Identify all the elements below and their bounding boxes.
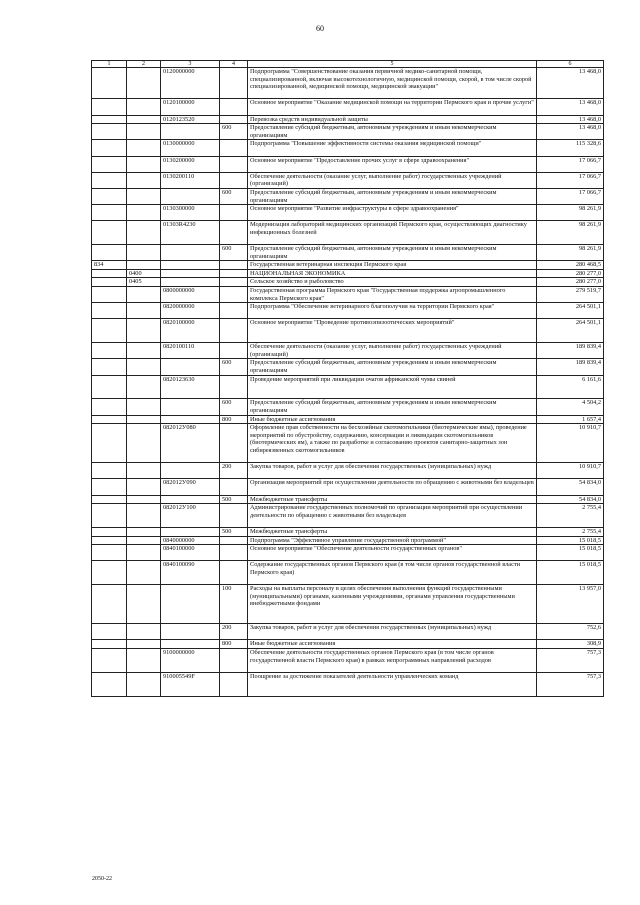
ministry-code-cell xyxy=(92,124,127,140)
section-code-cell xyxy=(127,561,161,585)
description-cell: Основное мероприятие "Развитие инфраструктуры в сфере здравоохранения" xyxy=(248,205,537,221)
description-cell: Государственная программа Пермского края "Государственная поддержка агропромышленного комплекса Пермского края" xyxy=(248,287,537,303)
ministry-code-cell xyxy=(92,172,127,188)
section-code-cell xyxy=(127,221,161,245)
description-cell: Предоставление субсидий бюджетным, автономным учреждениям и иным некоммерческим организациям xyxy=(248,124,537,140)
ministry-code-cell: 834 xyxy=(92,261,127,270)
section-code-cell: 0400 xyxy=(127,269,161,278)
ministry-code-cell xyxy=(92,303,127,319)
expense-type-cell xyxy=(220,140,248,156)
header-cell: 2 xyxy=(127,61,161,68)
target-article-cell: 0840000000 xyxy=(161,536,220,545)
target-article-cell xyxy=(161,261,220,270)
amount-cell: 98 261,9 xyxy=(537,205,604,221)
amount-cell: 757,3 xyxy=(537,648,604,672)
ministry-code-cell xyxy=(92,343,127,359)
description-cell: Межбюджетные трансферты xyxy=(248,527,537,536)
amount-cell: 13 957,0 xyxy=(537,585,604,624)
target-article-cell: 0120000000 xyxy=(161,68,220,99)
description-cell: Обеспечение деятельности государственных органов Пермского края (в том числе органов государственной власти Пермского края) в рамках непрограммных направлений расходов xyxy=(248,648,537,672)
amount-cell: 264 501,1 xyxy=(537,319,604,343)
amount-cell: 757,3 xyxy=(537,672,604,696)
ministry-code-cell xyxy=(92,561,127,585)
target-article-cell: 0820100000 xyxy=(161,319,220,343)
table-row xyxy=(92,479,604,495)
amount-cell: 308,9 xyxy=(537,640,604,649)
table-row xyxy=(92,504,604,528)
amount-cell: 189 839,4 xyxy=(537,359,604,375)
section-code-cell xyxy=(127,205,161,221)
amount-cell: 280 468,5 xyxy=(537,261,604,270)
target-article-cell xyxy=(161,463,220,479)
section-code-cell xyxy=(127,124,161,140)
table-row xyxy=(92,245,604,261)
description-cell: Межбюджетные трансферты xyxy=(248,495,537,504)
expense-type-cell: 600 xyxy=(220,399,248,415)
target-article-cell: 9100000000 xyxy=(161,648,220,672)
description-cell: Содержание государственных органов Пермского края (в том числе органов государственной власти Пермского края) xyxy=(248,561,537,585)
section-code-cell xyxy=(127,624,161,640)
table-row xyxy=(92,648,604,672)
description-cell: Предоставление субсидий бюджетным, автономным учреждениям и иным некоммерческим организациям xyxy=(248,188,537,204)
expense-type-cell: 600 xyxy=(220,359,248,375)
expense-type-cell xyxy=(220,115,248,124)
target-article-cell: 082012У090 xyxy=(161,479,220,495)
section-code-cell xyxy=(127,527,161,536)
amount-cell: 4 504,2 xyxy=(537,399,604,415)
table-header-row xyxy=(92,61,604,68)
amount-cell: 17 066,7 xyxy=(537,156,604,172)
description-cell: Основное мероприятие "Предоставление прочих услуг в сфере здравоохранения" xyxy=(248,156,537,172)
table-row xyxy=(92,424,604,463)
section-code-cell xyxy=(127,648,161,672)
section-code-cell xyxy=(127,399,161,415)
amount-cell: 98 261,9 xyxy=(537,221,604,245)
target-article-cell: 082012У100 xyxy=(161,504,220,528)
target-article-cell xyxy=(161,624,220,640)
expense-type-cell: 500 xyxy=(220,495,248,504)
header-cell: 5 xyxy=(248,61,537,68)
section-code-cell xyxy=(127,585,161,624)
target-article-cell xyxy=(161,278,220,287)
expense-type-cell: 800 xyxy=(220,640,248,649)
description-cell: Закупка товаров, работ и услуг для обеспечения государственных (муниципальных) нужд xyxy=(248,463,537,479)
table-row xyxy=(92,561,604,585)
amount-cell: 54 834,0 xyxy=(537,495,604,504)
table-row xyxy=(92,536,604,545)
target-article-cell xyxy=(161,640,220,649)
target-article-cell xyxy=(161,124,220,140)
expense-type-cell xyxy=(220,479,248,495)
table-row xyxy=(92,319,604,343)
table-row xyxy=(92,672,604,696)
ministry-code-cell xyxy=(92,672,127,696)
table-row xyxy=(92,99,604,115)
amount-cell: 13 468,0 xyxy=(537,115,604,124)
header-cell: 4 xyxy=(220,61,248,68)
description-cell: Основное мероприятие "Обеспечение деятельности государственных органов" xyxy=(248,545,537,561)
table-row xyxy=(92,221,604,245)
ministry-code-cell xyxy=(92,319,127,343)
target-article-cell xyxy=(161,269,220,278)
section-code-cell xyxy=(127,479,161,495)
section-code-cell xyxy=(127,415,161,424)
ministry-code-cell xyxy=(92,527,127,536)
ministry-code-cell xyxy=(92,269,127,278)
section-code-cell xyxy=(127,287,161,303)
expense-type-cell xyxy=(220,68,248,99)
expense-type-cell xyxy=(220,672,248,696)
table-row xyxy=(92,343,604,359)
amount-cell: 17 066,7 xyxy=(537,188,604,204)
target-article-cell: 0130200110 xyxy=(161,172,220,188)
section-code-cell xyxy=(127,261,161,270)
ministry-code-cell xyxy=(92,545,127,561)
description-cell: Организация мероприятий при осуществлении деятельности по обращению с животными без владельцев xyxy=(248,479,537,495)
table-row xyxy=(92,585,604,624)
target-article-cell: 082012У080 xyxy=(161,424,220,463)
amount-cell: 13 468,0 xyxy=(537,68,604,99)
section-code-cell xyxy=(127,303,161,319)
header-cell: 3 xyxy=(161,61,220,68)
description-cell: Обеспечение деятельности (оказание услуг, выполнение работ) государственных учреждений (организаций) xyxy=(248,172,537,188)
target-article-cell: 01303R4230 xyxy=(161,221,220,245)
table-row xyxy=(92,140,604,156)
description-cell: Подпрограмма "Обеспечение ветеринарного благополучия на территории Пермского края" xyxy=(248,303,537,319)
target-article-cell: 0820000000 xyxy=(161,303,220,319)
expense-type-cell xyxy=(220,561,248,585)
ministry-code-cell xyxy=(92,479,127,495)
section-code-cell xyxy=(127,536,161,545)
table-row xyxy=(92,545,604,561)
amount-cell: 189 839,4 xyxy=(537,343,604,359)
expense-type-cell xyxy=(220,287,248,303)
section-code-cell xyxy=(127,359,161,375)
description-cell: Предоставление субсидий бюджетным, автономным учреждениям и иным некоммерческим организациям xyxy=(248,245,537,261)
description-cell: Модернизация лабораторий медицинских организаций Пермского края, осуществляющих диагностику инфекционных болезней xyxy=(248,221,537,245)
target-article-cell xyxy=(161,527,220,536)
target-article-cell xyxy=(161,585,220,624)
ministry-code-cell xyxy=(92,624,127,640)
ministry-code-cell xyxy=(92,205,127,221)
section-code-cell xyxy=(127,375,161,399)
expense-type-cell: 800 xyxy=(220,415,248,424)
section-code-cell xyxy=(127,545,161,561)
ministry-code-cell xyxy=(92,463,127,479)
expense-type-cell xyxy=(220,375,248,399)
ministry-code-cell xyxy=(92,115,127,124)
description-cell: Перевозка средств индивидуальной защиты xyxy=(248,115,537,124)
section-code-cell xyxy=(127,245,161,261)
amount-cell: 2 755,4 xyxy=(537,504,604,528)
ministry-code-cell xyxy=(92,399,127,415)
table-row xyxy=(92,415,604,424)
budget-table xyxy=(91,60,604,697)
description-cell: Администрирование государственных полномочий по организации мероприятий при осуществлении деятельности по обращению с животными без владельцев xyxy=(248,504,537,528)
description-cell: Проведение мероприятий при ликвидации очагов африканской чумы свиней xyxy=(248,375,537,399)
ministry-code-cell xyxy=(92,221,127,245)
section-code-cell xyxy=(127,172,161,188)
table-row xyxy=(92,278,604,287)
amount-cell: 1 657,4 xyxy=(537,415,604,424)
ministry-code-cell xyxy=(92,424,127,463)
target-article-cell xyxy=(161,415,220,424)
description-cell: НАЦИОНАЛЬНАЯ ЭКОНОМИКА xyxy=(248,269,537,278)
description-cell: Государственная ветеринарная инспекция Пермского края xyxy=(248,261,537,270)
ministry-code-cell xyxy=(92,156,127,172)
description-cell: Подпрограмма "Эффективное управление государственной программой" xyxy=(248,536,537,545)
ministry-code-cell xyxy=(92,648,127,672)
amount-cell: 10 910,7 xyxy=(537,463,604,479)
ministry-code-cell xyxy=(92,278,127,287)
amount-cell: 2 755,4 xyxy=(537,527,604,536)
expense-type-cell xyxy=(220,343,248,359)
table-row xyxy=(92,375,604,399)
table-row xyxy=(92,68,604,99)
section-code-cell xyxy=(127,640,161,649)
table-row xyxy=(92,124,604,140)
amount-cell: 15 018,5 xyxy=(537,545,604,561)
description-cell: Основное мероприятие "Оказание медицинской помощи на территории Пермского края и прочие услуги" xyxy=(248,99,537,115)
section-code-cell xyxy=(127,140,161,156)
expense-type-cell xyxy=(220,172,248,188)
target-article-cell: 0130000000 xyxy=(161,140,220,156)
table-row xyxy=(92,115,604,124)
description-cell: Расходы на выплаты персоналу в целях обеспечения выполнения функций государственными (муниципальными) органами, казенными учреждениями, органами управления государственными внебюджетными фондами xyxy=(248,585,537,624)
expense-type-cell: 500 xyxy=(220,527,248,536)
amount-cell: 13 468,0 xyxy=(537,99,604,115)
target-article-cell: 0820100110 xyxy=(161,343,220,359)
expense-type-cell xyxy=(220,545,248,561)
expense-type-cell xyxy=(220,269,248,278)
table-row xyxy=(92,188,604,204)
table-row xyxy=(92,269,604,278)
table-row xyxy=(92,156,604,172)
target-article-cell xyxy=(161,359,220,375)
ministry-code-cell xyxy=(92,245,127,261)
section-code-cell xyxy=(127,672,161,696)
target-article-cell: 0800000000 xyxy=(161,287,220,303)
header-cell: 1 xyxy=(92,61,127,68)
target-article-cell: 0120100000 xyxy=(161,99,220,115)
section-code-cell xyxy=(127,68,161,99)
amount-cell: 54 834,0 xyxy=(537,479,604,495)
ministry-code-cell xyxy=(92,68,127,99)
expense-type-cell xyxy=(220,319,248,343)
description-cell: Предоставление субсидий бюджетным, автономным учреждениям и иным некоммерческим организациям xyxy=(248,359,537,375)
table-row xyxy=(92,640,604,649)
amount-cell: 280 277,0 xyxy=(537,269,604,278)
amount-cell: 98 261,9 xyxy=(537,245,604,261)
table-row xyxy=(92,172,604,188)
section-code-cell xyxy=(127,504,161,528)
expense-type-cell xyxy=(220,424,248,463)
description-cell: Основное мероприятие "Проведение противоэпизоотических мероприятий" xyxy=(248,319,537,343)
expense-type-cell: 100 xyxy=(220,585,248,624)
amount-cell: 752,6 xyxy=(537,624,604,640)
target-article-cell: 0130200000 xyxy=(161,156,220,172)
page-number: 60 xyxy=(316,24,324,33)
amount-cell: 264 501,1 xyxy=(537,303,604,319)
expense-type-cell: 600 xyxy=(220,245,248,261)
amount-cell: 15 018,5 xyxy=(537,561,604,585)
amount-cell: 13 468,0 xyxy=(537,124,604,140)
expense-type-cell xyxy=(220,536,248,545)
target-article-cell: 910005549F xyxy=(161,672,220,696)
ministry-code-cell xyxy=(92,359,127,375)
target-article-cell xyxy=(161,188,220,204)
description-cell: Иные бюджетные ассигнования xyxy=(248,415,537,424)
expense-type-cell xyxy=(220,648,248,672)
description-cell: Иные бюджетные ассигнования xyxy=(248,640,537,649)
target-article-cell: 0130300000 xyxy=(161,205,220,221)
section-code-cell xyxy=(127,463,161,479)
ministry-code-cell xyxy=(92,536,127,545)
table-row xyxy=(92,261,604,270)
expense-type-cell xyxy=(220,221,248,245)
ministry-code-cell xyxy=(92,287,127,303)
section-code-cell xyxy=(127,156,161,172)
table-row xyxy=(92,359,604,375)
table-row xyxy=(92,399,604,415)
table-row xyxy=(92,205,604,221)
target-article-cell xyxy=(161,399,220,415)
footer-code: 2050-22 xyxy=(92,876,112,882)
expense-type-cell xyxy=(220,278,248,287)
description-cell: Сельское хозяйство и рыболовство xyxy=(248,278,537,287)
expense-type-cell xyxy=(220,99,248,115)
target-article-cell: 0840100090 xyxy=(161,561,220,585)
ministry-code-cell xyxy=(92,188,127,204)
expense-type-cell: 200 xyxy=(220,624,248,640)
description-cell: Обеспечение деятельности (оказание услуг, выполнение работ) государственных учреждений (организаций) xyxy=(248,343,537,359)
amount-cell: 115 328,6 xyxy=(537,140,604,156)
ministry-code-cell xyxy=(92,375,127,399)
section-code-cell xyxy=(127,424,161,463)
amount-cell: 6 161,6 xyxy=(537,375,604,399)
expense-type-cell xyxy=(220,504,248,528)
ministry-code-cell xyxy=(92,140,127,156)
amount-cell: 280 277,0 xyxy=(537,278,604,287)
description-cell: Оформление прав собственности на бесхозяйные скотомогильники (биотермические ямы), проведение мероприятий по обустройству, содержанию, консервации и ликвидации скотомогильников (биотермических ям), а также по разработке и согласованию проектов санитарно-защитных зон сибиреязвенных скотомогильников xyxy=(248,424,537,463)
target-article-cell xyxy=(161,245,220,261)
description-cell: Подпрограмма "Совершенствование оказания первичной медико-санитарной помощи, специализированной, включая высокотехнологичную, медицинской помощи, скорой, в том числе скорой специализированной, медицинской помощи, медицинской эвакуации" xyxy=(248,68,537,99)
target-article-cell: 0840100000 xyxy=(161,545,220,561)
section-code-cell xyxy=(127,99,161,115)
amount-cell: 279 519,7 xyxy=(537,287,604,303)
section-code-cell xyxy=(127,115,161,124)
ministry-code-cell xyxy=(92,504,127,528)
section-code-cell xyxy=(127,319,161,343)
table-row xyxy=(92,527,604,536)
section-code-cell xyxy=(127,495,161,504)
expense-type-cell: 600 xyxy=(220,124,248,140)
expense-type-cell xyxy=(220,303,248,319)
expense-type-cell: 600 xyxy=(220,188,248,204)
ministry-code-cell xyxy=(92,640,127,649)
description-cell: Предоставление субсидий бюджетным, автономным учреждениям и иным некоммерческим организациям xyxy=(248,399,537,415)
target-article-cell: 0820123630 xyxy=(161,375,220,399)
expense-type-cell xyxy=(220,261,248,270)
ministry-code-cell xyxy=(92,99,127,115)
section-code-cell xyxy=(127,188,161,204)
ministry-code-cell xyxy=(92,495,127,504)
header-cell: 6 xyxy=(537,61,604,68)
expense-type-cell xyxy=(220,156,248,172)
ministry-code-cell xyxy=(92,585,127,624)
section-code-cell: 0405 xyxy=(127,278,161,287)
target-article-cell: 0120123520 xyxy=(161,115,220,124)
description-cell: Поощрение за достижение показателей деятельности управленческих команд xyxy=(248,672,537,696)
description-cell: Закупка товаров, работ и услуг для обеспечения государственных (муниципальных) нужд xyxy=(248,624,537,640)
table-row xyxy=(92,303,604,319)
table-row xyxy=(92,495,604,504)
expense-type-cell: 200 xyxy=(220,463,248,479)
table-row xyxy=(92,624,604,640)
amount-cell: 10 910,7 xyxy=(537,424,604,463)
target-article-cell xyxy=(161,495,220,504)
description-cell: Подпрограмма "Повышение эффективности системы оказания медицинской помощи" xyxy=(248,140,537,156)
ministry-code-cell xyxy=(92,415,127,424)
table-row xyxy=(92,287,604,303)
amount-cell: 17 066,7 xyxy=(537,172,604,188)
section-code-cell xyxy=(127,343,161,359)
expense-type-cell xyxy=(220,205,248,221)
table-row xyxy=(92,463,604,479)
amount-cell: 15 018,5 xyxy=(537,536,604,545)
